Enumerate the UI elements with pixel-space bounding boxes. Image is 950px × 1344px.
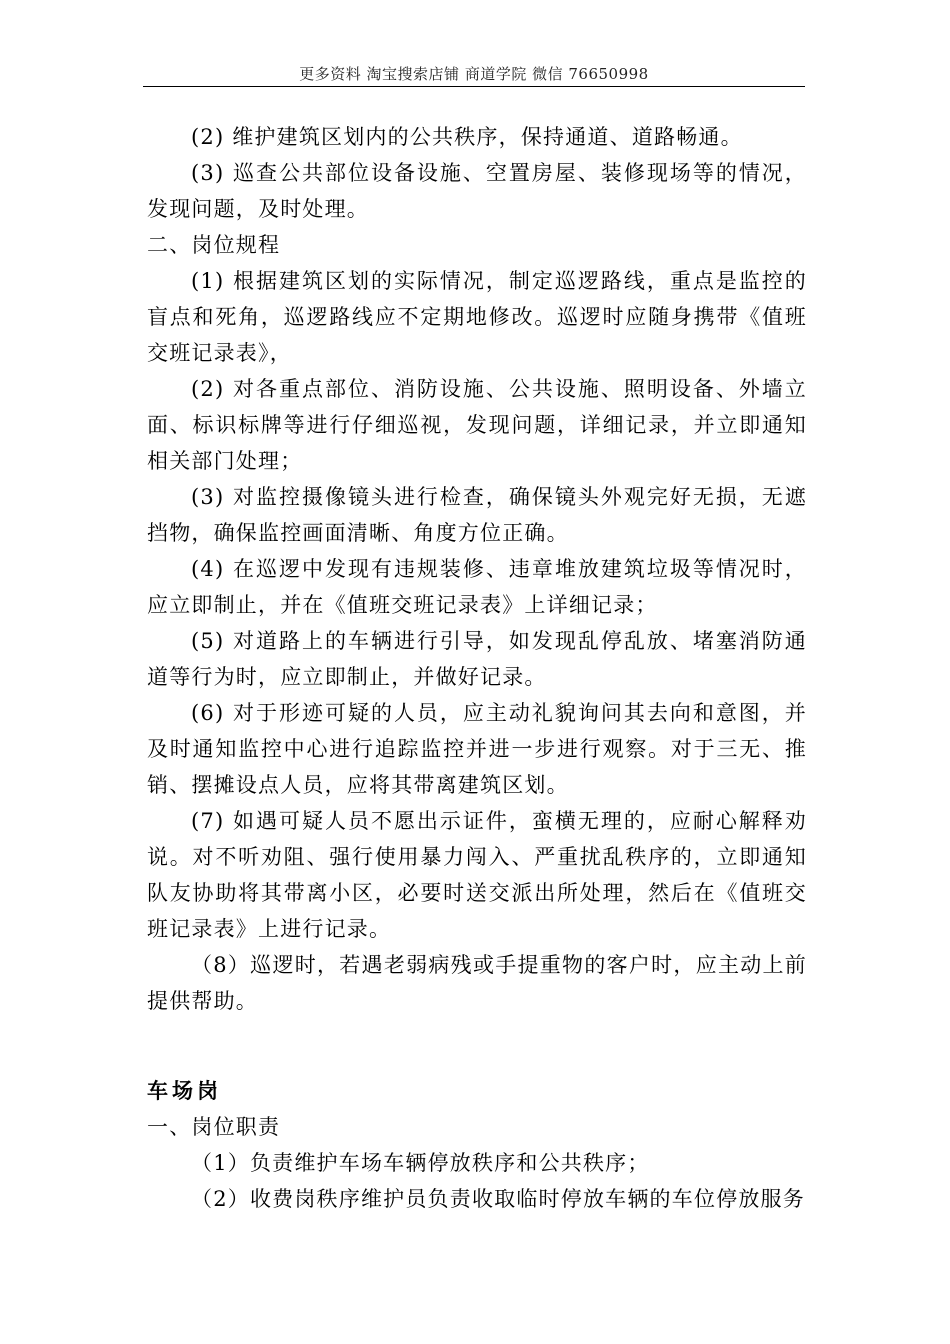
paragraph-duty-2: (2) 维护建筑区划内的公共秩序，保持通道、道路畅通。 [191,125,743,149]
document-body [147,119,807,1217]
page-header: 更多资料 淘宝搜索店铺 商道学院 微信 76650998 [299,65,649,83]
parking-duties-heading: 一、岗位职责 [147,1115,281,1139]
procedure-item-4: (4) 在巡逻中发现有违规装修、违章堆放建筑垃圾等情况时，应立即制止，并在《值班交班记录表》上详细记录； [147,557,807,617]
header-rule [143,86,805,87]
procedure-item-6: (6) 对于形迹可疑的人员，应主动礼貌询问其去向和意图，并及时通知监控中心进行追踪监控并进一步进行观察。对于三无、推销、摆摊设点人员，应将其带离建筑区划。 [147,701,807,797]
parking-section-title: 车场岗 [147,1078,222,1103]
procedure-item-2: (2) 对各重点部位、消防设施、公共设施、照明设备、外墙立面、标识标牌等进行仔细巡视，发现问题，详细记录，并立即通知相关部门处理； [147,377,807,473]
procedure-item-7: (7) 如遇可疑人员不愿出示证件，蛮横无理的，应耐心解释劝说。对不听劝阻、强行使用暴力闯入、严重扰乱秩序的，立即通知队友协助将其带离小区，必要时送交派出所处理，然后在《值班交班记录表》上进行记录。 [147,809,807,941]
parking-duty-2: （2）收费岗秩序维护员负责收取临时停放车辆的车位停放服务 [191,1187,805,1211]
procedure-item-1: (1) 根据建筑区划的实际情况，制定巡逻路线，重点是监控的盲点和死角，巡逻路线应不定期地修改。巡逻时应随身携带《值班交班记录表》， [147,269,807,365]
procedure-item-5: (5) 对道路上的车辆进行引导，如发现乱停乱放、堵塞消防通道等行为时，应立即制止，并做好记录。 [147,629,807,689]
paragraph-duty-3: (3) 巡查公共部位设备设施、空置房屋、装修现场等的情况，发现问题，及时处理。 [147,161,807,221]
procedure-item-3: (3) 对监控摄像镜头进行检查，确保镜头外观完好无损，无遮挡物，确保监控画面清晰、角度方位正确。 [147,485,807,545]
procedure-item-8: （8）巡逻时，若遇老弱病残或手提重物的客户时，应主动上前提供帮助。 [147,953,807,1013]
section-heading-procedures: 二、岗位规程 [147,233,281,257]
parking-duty-1: （1）负责维护车场车辆停放秩序和公共秩序； [191,1151,650,1175]
